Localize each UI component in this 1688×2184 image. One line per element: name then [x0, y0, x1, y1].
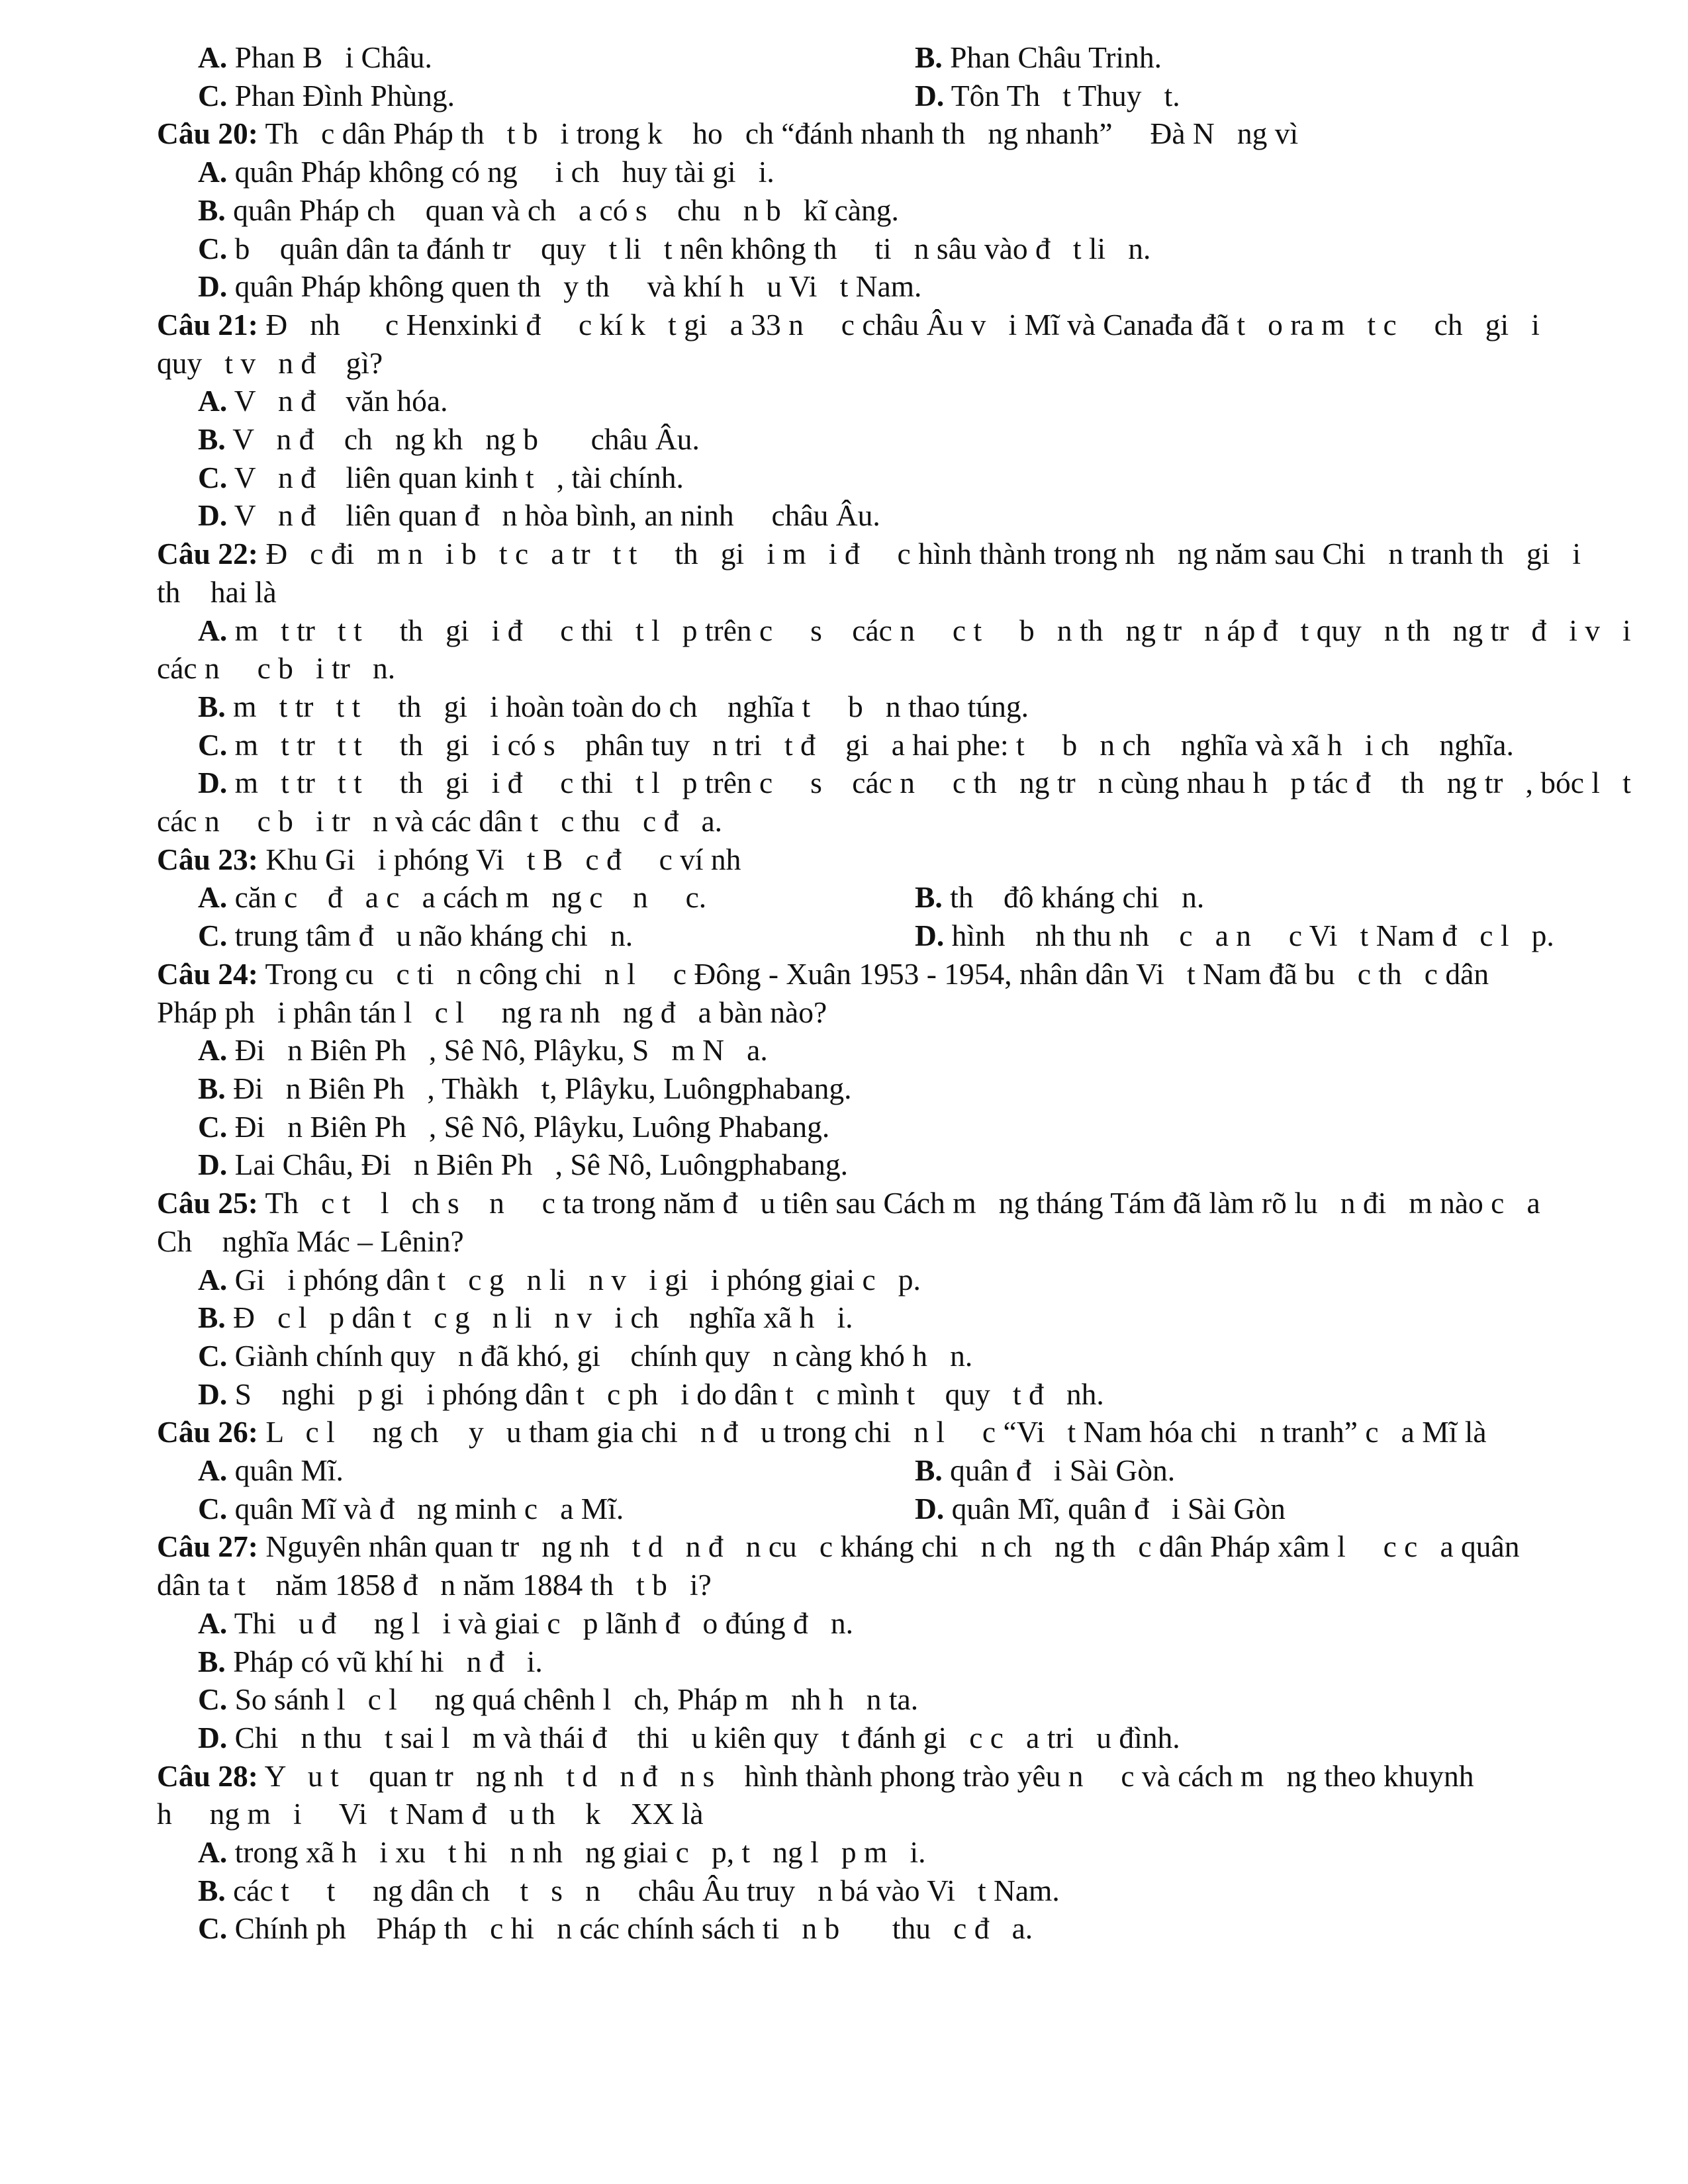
q27-stem-continuation: dân ta t năm 1858 đ n năm 1884 th t b i?	[157, 1568, 712, 1602]
q26-options-row-2	[157, 1490, 1613, 1528]
q25-label: Câu 25:	[157, 1186, 258, 1220]
q26-option-d: D. quân Mĩ, quân đ i Sài Gòn	[915, 1491, 1286, 1525]
q27-option-d: D. Chi n thu t sai l m và thái đ thi u kiên quy t đánh gi c c a tri u đình.	[198, 1720, 1180, 1754]
q24-stem: Câu 24: Trong cu c ti n công chi n l c Đông - Xuân 1953 - 1954, nhân dân Vi t Nam đã bu c th c dân	[157, 956, 1489, 991]
q19-option-b: B. Phan Châu Trinh.	[915, 40, 1162, 74]
q20-option-c: C. b quân dân ta đánh tr quy t li t nên không th ti n sâu vào đ t li n.	[198, 231, 1151, 265]
q28-option-a: A. trong xã h i xu t hi n nh ng giai c p, t ng l p m i.	[198, 1835, 926, 1870]
q27-option-c: C. So sánh l c l ng quá chênh l ch, Pháp m nh h n ta.	[198, 1682, 919, 1717]
q21-option-b: B. V n đ ch ng kh ng b châu Âu.	[198, 422, 700, 457]
q28-option-b: B. các t t ng dân ch t s n châu Âu truy n bá vào Vi t Nam.	[198, 1873, 1060, 1907]
q21-option-d: D. V n đ liên quan đ n hòa bình, an ninh châu Âu.	[198, 498, 880, 533]
q26-label: Câu 26:	[157, 1415, 258, 1449]
q21-option-a: A. V n đ văn hóa.	[198, 384, 448, 418]
q20-option-a: A. quân Pháp không có ng i ch huy tài gi i.	[198, 155, 774, 189]
q22-option-a-continuation: các n c b i tr n.	[157, 651, 396, 686]
q19-options-row-1	[157, 38, 1613, 77]
q19-options-row-2	[157, 77, 1613, 115]
q25-stem: Câu 25: Th c t l ch s n c ta trong năm đ u tiên sau Cách m ng tháng Tám đã làm rõ lu n đi m nào c a	[157, 1186, 1540, 1220]
q25-option-d: D. S nghi p gi i phóng dân t c ph i do dân t c mình t quy t đ nh.	[198, 1377, 1104, 1411]
q22-label: Câu 22:	[157, 537, 258, 571]
q23-options-row-2	[157, 917, 1613, 955]
q20-stem: Câu 20: Th c dân Pháp th t b i trong k ho ch “đánh nhanh th ng nhanh” Đà N ng vì	[157, 116, 1299, 151]
q21-option-c: C. V n đ liên quan kinh t , tài chính.	[198, 460, 684, 494]
q24-option-c: C. Đi n Biên Ph , Sê Nô, Plâyku, Luông Phabang.	[198, 1109, 830, 1144]
q22-option-d: D. m t tr t t th gi i đ c thi t l p trên c s các n c th ng tr n cùng nhau h p tác đ th ng tr , bóc l t	[198, 766, 1631, 800]
q24-option-a: A. Đi n Biên Ph , Sê Nô, Plâyku, S m N a.	[198, 1033, 768, 1068]
q23-label: Câu 23:	[157, 842, 258, 876]
q23-option-a: A. căn c đ a c a cách m ng c n c.	[198, 880, 707, 915]
q28-stem: Câu 28: Y u t quan tr ng nh t d n đ n s hình thành phong trào yêu n c và cách m ng theo khuynh	[157, 1758, 1474, 1793]
q20-option-b: B. quân Pháp ch quan và ch a có s chu n b kĩ càng.	[198, 193, 899, 227]
q26-option-b: B. quân đ i Sài Gòn.	[915, 1453, 1176, 1488]
q24-stem-continuation: Pháp ph i phân tán l c l ng ra nh ng đ a bàn nào?	[157, 995, 827, 1029]
q27-option-a: A. Thi u đ ng l i và giai c p lãnh đ o đúng đ n.	[198, 1606, 853, 1640]
q25-option-a: A. Gi i phóng dân t c g n li n v i gi i phóng giai c p.	[198, 1262, 921, 1297]
q22-option-c: C. m t tr t t th gi i có s phân tuy n tri t đ gi a hai phe: t b n ch nghĩa và xã h i ch nghĩa.	[198, 727, 1514, 762]
q19-option-a: A. Phan B i Châu.	[198, 40, 432, 74]
q22-stem-continuation: th hai là	[157, 574, 277, 609]
q23-option-b: B. th đô kháng chi n.	[915, 880, 1205, 915]
q24-option-b: B. Đi n Biên Ph , Thàkh t, Plâyku, Luôngphabang.	[198, 1071, 852, 1105]
q24-option-d: D. Lai Châu, Đi n Biên Ph , Sê Nô, Luôngphabang.	[198, 1148, 848, 1182]
q25-stem-continuation: Ch nghĩa Mác – Lênin?	[157, 1224, 464, 1258]
q23-options-row-1	[157, 878, 1613, 917]
q27-stem: Câu 27: Nguyên nhân quan tr ng nh t d n đ n cu c kháng chi n ch ng th c dân Pháp xâm l c c a quân	[157, 1529, 1520, 1564]
q26-stem: Câu 26: L c l ng ch y u tham gia chi n đ u trong chi n l c “Vi t Nam hóa chi n tranh” c a Mĩ là	[157, 1415, 1487, 1449]
q28-stem-continuation: h ng m i Vi t Nam đ u th k XX là	[157, 1797, 704, 1831]
q27-label: Câu 27:	[157, 1529, 258, 1564]
q26-option-c: C. quân Mĩ và đ ng minh c a Mĩ.	[198, 1491, 624, 1525]
q27-option-b: B. Pháp có vũ khí hi n đ i.	[198, 1644, 543, 1678]
exam-page	[157, 38, 1631, 1948]
q22-stem: Câu 22: Đ c đi m n i b t c a tr t t th gi i m i đ c hình thành trong nh ng năm sau Chi n tranh th gi i	[157, 537, 1581, 571]
q19-option-c: C. Phan Đình Phùng.	[198, 78, 455, 113]
q22-option-a: A. m t tr t t th gi i đ c thi t l p trên c s các n c t b n th ng tr n áp đ t quy n th ng tr đ i v i	[198, 613, 1631, 647]
q19-option-d: D. Tôn Th t Thuy t.	[915, 78, 1180, 113]
q20-label: Câu 20:	[157, 116, 258, 151]
q22-option-b: B. m t tr t t th gi i hoàn toàn do ch nghĩa t b n thao túng.	[198, 689, 1029, 723]
q23-option-c: C. trung tâm đ u não kháng chi n.	[198, 919, 633, 953]
q23-stem: Câu 23: Khu Gi i phóng Vi t B c đ c ví nh	[157, 842, 741, 876]
q25-option-b: B. Đ c l p dân t c g n li n v i ch nghĩa xã h i.	[198, 1300, 853, 1335]
q28-option-c: C. Chính ph Pháp th c hi n các chính sách ti n b thu c đ a.	[198, 1911, 1033, 1946]
q23-option-d: D. hình nh thu nh c a n c Vi t Nam đ c l p.	[915, 919, 1554, 953]
q21-label: Câu 21:	[157, 307, 258, 341]
q26-option-a: A. quân Mĩ.	[198, 1453, 344, 1488]
q28-label: Câu 28:	[157, 1758, 258, 1793]
q25-option-c: C. Giành chính quy n đã khó, gi chính quy n càng khó h n.	[198, 1338, 973, 1373]
q21-stem: Câu 21: Đ nh c Henxinki đ c kí k t gi a 33 n c châu Âu v i Mĩ và Canađa đã t o ra m t c ch gi i	[157, 307, 1540, 341]
q26-options-row-1	[157, 1451, 1613, 1490]
q20-option-d: D. quân Pháp không quen th y th và khí h u Vi t Nam.	[198, 269, 922, 304]
q24-label: Câu 24:	[157, 956, 258, 991]
q22-option-d-continuation: các n c b i tr n và các dân t c thu c đ a.	[157, 804, 723, 839]
q21-stem-continuation: quy t v n đ gì?	[157, 345, 383, 380]
